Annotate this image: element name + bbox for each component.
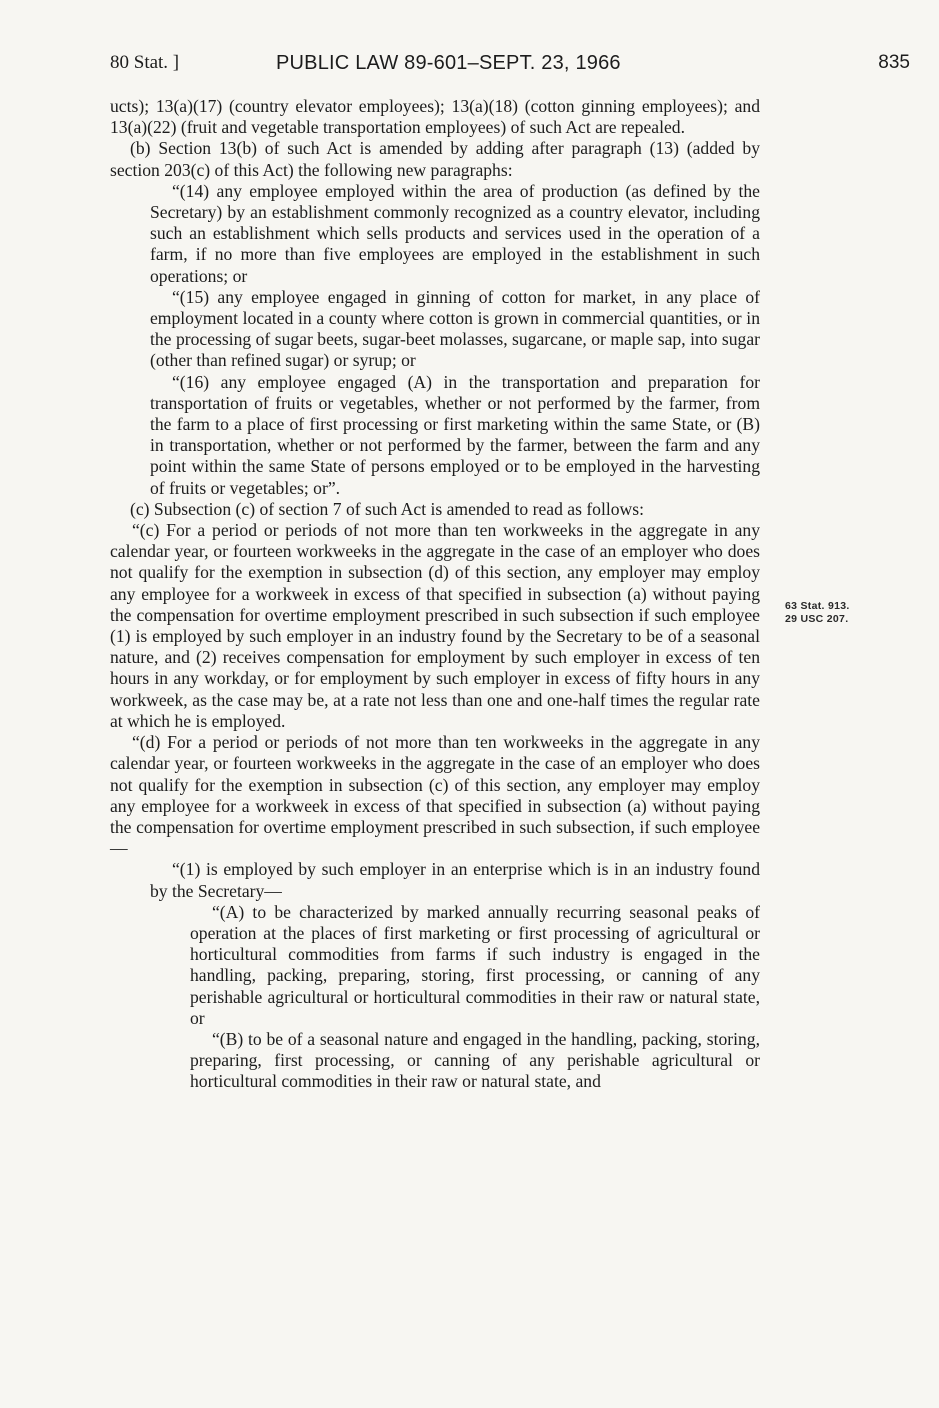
paragraph-d-1-A: “(A) to be characterized by marked annually recurring seasonal peaks of operation at the places of first marketing or first processing of agricultural or horticultural commodities from farms if such industry is engaged in the handling, packing, preparing, storing, first processing, or canning of any perishable agricultural or horticultural commodities in their raw or natural state, or	[190, 901, 760, 1028]
page-number: 835	[878, 52, 910, 73]
page-header	[110, 52, 910, 80]
running-title: PUBLIC LAW 89-601–SEPT. 23, 1966	[276, 52, 621, 74]
paragraph-d-1: “(1) is employed by such employer in an enterprise which is in an industry found by the Secretary—	[150, 859, 760, 901]
paragraph-d-1-B: “(B) to be of a seasonal nature and engaged in the handling, packing, storing, preparing, first processing, or canning of any perishable agricultural or horticultural commodities in their raw or natural state, and	[190, 1028, 760, 1092]
document-body	[110, 96, 760, 1093]
paragraph-subsection-d: “(d) For a period or periods of not more than ten workweeks in the aggregate in any calendar year, or fourteen workweeks in the aggregate in the case of an employer who does not qualify for the exemption in subsection (c) of this section, any employer may employ any employee for a workweek in excess of that specified in subsection (a) without paying the compensation for overtime employment prescribed in such subsection, if such employee—	[110, 732, 760, 859]
paragraph-subsection-c: “(c) For a period or periods of not more than ten workweeks in the aggregate in any calendar year, or fourteen workweeks in the aggregate in the case of an employer who does not qualify for the exemption in subsection (d) of this section, any employer may employ any employee for a workweek in excess of that specified in subsection (a) without paying the compensation for overtime employment prescribed in such subsection if such employee (1) is employed by such employer in an industry found by the Secretary to be of a seasonal nature, and (2) receives compensation for employment by such employer in excess of ten hours in any workday, or for employment by such employer in excess of fifty hours in any workweek, as the case may be, at a rate not less than one and one-half times the regular rate at which he is employed.	[110, 520, 760, 731]
statute-reference: 80 Stat. ]	[110, 52, 180, 73]
paragraph-16: “(16) any employee engaged (A) in the transportation and preparation for transportation of fruits or vegetables, whether or not performed by the farmer, from the farm to a place of first processing or first marketing within the same State, or (B) in transportation, whether or not performed by the farmer, between the farm and any point within the same State of persons employed or to be employed in the harvesting of fruits or vegetables; or”.	[150, 371, 760, 498]
margin-citation-stat: 63 Stat. 913.	[785, 600, 850, 612]
paragraph-14: “(14) any employee employed within the area of production (as defined by the Secretary) by an establishment commonly recognized as a country elevator, including such an establishment which sells products and services used in the operation of a farm, if no more than five employees are employed in the establishment in such operations; or	[150, 180, 760, 286]
paragraph-section-c: (c) Subsection (c) of section 7 of such Act is amended to read as follows:	[130, 498, 644, 519]
paragraph-section-b: (b) Section 13(b) of such Act is amended by adding after paragraph (13) (added by section 203(c) of this Act) the following new paragraphs:	[110, 138, 760, 180]
paragraph-continuation: ucts); 13(a)(17) (country elevator employees); 13(a)(18) (cotton ginning employees); and 13(a)(22) (fruit and vegetable transportation employees) of such Act are repealed.	[110, 96, 760, 138]
paragraph-15: “(15) any employee engaged in ginning of cotton for market, in any place of employment located in a county where cotton is grown in commercial quantities, or in the processing of sugar beets, sugar-beet molasses, sugarcane, or maple sap, into sugar (other than refined sugar) or syrup; or	[150, 286, 760, 371]
margin-citation	[785, 600, 905, 626]
margin-citation-usc: 29 USC 207.	[785, 613, 849, 625]
